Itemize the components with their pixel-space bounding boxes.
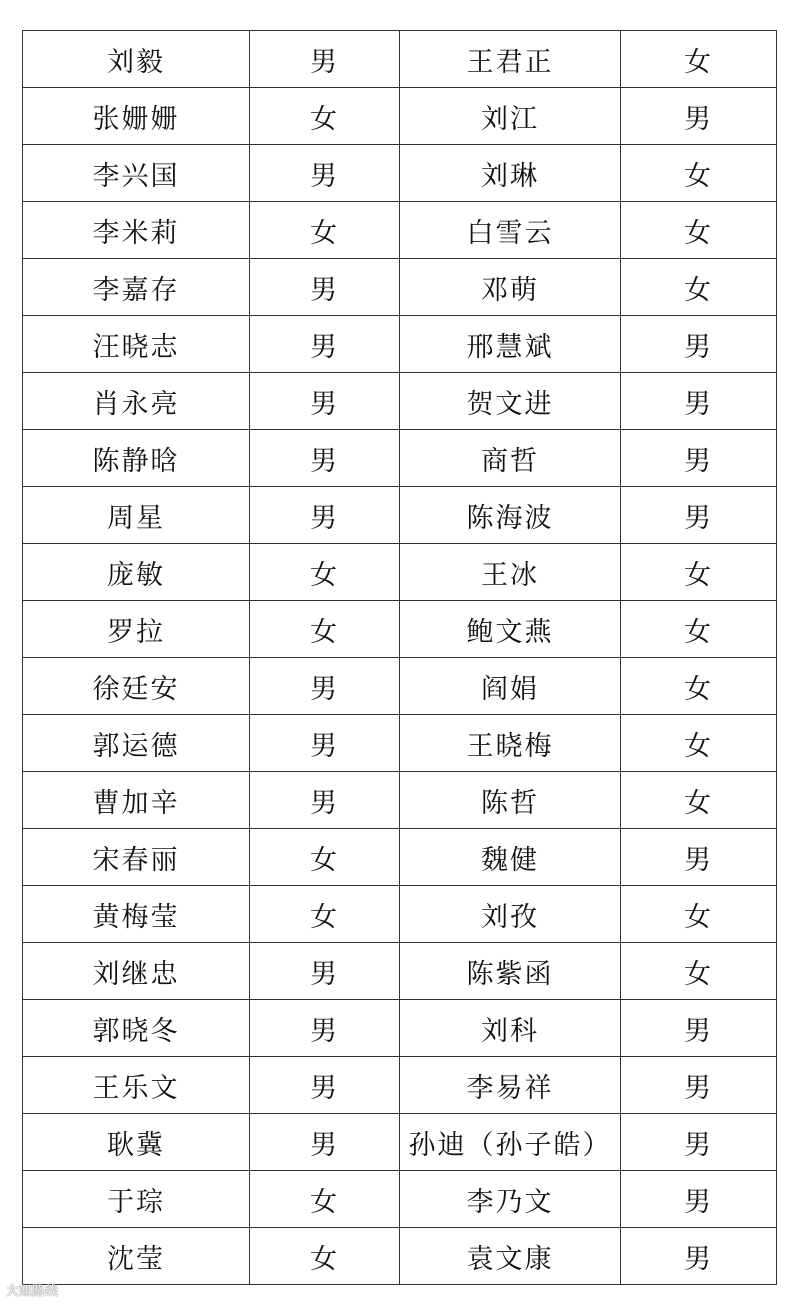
name-cell-right: 阎娟: [400, 658, 621, 715]
gender-cell-right: 男: [621, 373, 777, 430]
gender-cell-left: 男: [250, 1057, 400, 1114]
name-cell-right: 刘江: [400, 88, 621, 145]
table-row: [23, 1057, 777, 1114]
table-row: [23, 88, 777, 145]
name-cell-left: 周星: [23, 487, 250, 544]
gender-cell-right: 男: [621, 316, 777, 373]
name-cell-left: 汪晓志: [23, 316, 250, 373]
gender-cell-right: 男: [621, 1171, 777, 1228]
gender-cell-left: 女: [250, 1228, 400, 1285]
gender-cell-left: 男: [250, 487, 400, 544]
name-cell-right: 刘孜: [400, 886, 621, 943]
gender-cell-right: 女: [621, 601, 777, 658]
table-row: [23, 145, 777, 202]
name-cell-left: 黄梅莹: [23, 886, 250, 943]
gender-cell-left: 男: [250, 715, 400, 772]
name-cell-right: 陈紫函: [400, 943, 621, 1000]
gender-cell-left: 女: [250, 601, 400, 658]
gender-cell-right: 男: [621, 1057, 777, 1114]
gender-cell-left: 女: [250, 88, 400, 145]
name-cell-left: 王乐文: [23, 1057, 250, 1114]
name-cell-right: 李易祥: [400, 1057, 621, 1114]
name-cell-right: 白雪云: [400, 202, 621, 259]
name-cell-left: 郭晓冬: [23, 1000, 250, 1057]
gender-cell-left: 男: [250, 772, 400, 829]
table-row: [23, 829, 777, 886]
name-cell-left: 沈莹: [23, 1228, 250, 1285]
gender-cell-left: 男: [250, 259, 400, 316]
name-cell-left: 李米莉: [23, 202, 250, 259]
table-row: [23, 259, 777, 316]
gender-cell-right: 男: [621, 1000, 777, 1057]
gender-cell-right: 女: [621, 544, 777, 601]
gender-cell-right: 女: [621, 259, 777, 316]
gender-cell-left: 女: [250, 202, 400, 259]
gender-cell-left: 男: [250, 373, 400, 430]
name-cell-right: 李乃文: [400, 1171, 621, 1228]
table-row: [23, 1228, 777, 1285]
gender-cell-right: 女: [621, 202, 777, 259]
table-row: [23, 601, 777, 658]
gender-cell-left: 女: [250, 1171, 400, 1228]
table-body: [23, 31, 777, 1285]
name-cell-left: 罗拉: [23, 601, 250, 658]
name-cell-right: 王君正: [400, 31, 621, 88]
watermark: 大妞路线: [6, 1284, 59, 1299]
gender-cell-right: 男: [621, 487, 777, 544]
name-cell-left: 徐廷安: [23, 658, 250, 715]
name-cell-right: 王晓梅: [400, 715, 621, 772]
table-row: [23, 202, 777, 259]
gender-cell-right: 男: [621, 1228, 777, 1285]
gender-cell-right: 男: [621, 829, 777, 886]
gender-cell-right: 男: [621, 430, 777, 487]
gender-cell-right: 女: [621, 943, 777, 1000]
gender-cell-left: 女: [250, 544, 400, 601]
table-row: [23, 772, 777, 829]
name-cell-right: 孙迪（孙子皓）: [400, 1114, 621, 1171]
name-cell-right: 邓萌: [400, 259, 621, 316]
name-cell-left: 肖永亮: [23, 373, 250, 430]
table-row: [23, 943, 777, 1000]
table-row: [23, 487, 777, 544]
name-cell-left: 张姗姗: [23, 88, 250, 145]
gender-cell-left: 男: [250, 145, 400, 202]
gender-cell-left: 男: [250, 430, 400, 487]
table-row: [23, 715, 777, 772]
name-cell-left: 宋春丽: [23, 829, 250, 886]
name-cell-right: 邢慧斌: [400, 316, 621, 373]
name-cell-right: 袁文康: [400, 1228, 621, 1285]
gender-cell-left: 男: [250, 316, 400, 373]
gender-cell-right: 女: [621, 31, 777, 88]
table-row: [23, 1114, 777, 1171]
gender-cell-left: 男: [250, 31, 400, 88]
name-cell-right: 鲍文燕: [400, 601, 621, 658]
name-cell-left: 于琮: [23, 1171, 250, 1228]
name-cell-right: 刘琳: [400, 145, 621, 202]
table-row: [23, 1000, 777, 1057]
table-row: [23, 1171, 777, 1228]
name-cell-left: 曹加辛: [23, 772, 250, 829]
table-row: [23, 373, 777, 430]
name-cell-left: 刘继忠: [23, 943, 250, 1000]
table-row: [23, 31, 777, 88]
gender-cell-right: 男: [621, 1114, 777, 1171]
name-cell-right: 魏健: [400, 829, 621, 886]
gender-cell-left: 男: [250, 943, 400, 1000]
name-cell-right: 贺文进: [400, 373, 621, 430]
table-row: [23, 430, 777, 487]
name-cell-right: 刘科: [400, 1000, 621, 1057]
name-cell-right: 陈哲: [400, 772, 621, 829]
table-row: [23, 544, 777, 601]
table-row: [23, 658, 777, 715]
name-cell-left: 李嘉存: [23, 259, 250, 316]
gender-cell-left: 女: [250, 829, 400, 886]
name-cell-left: 郭运德: [23, 715, 250, 772]
gender-cell-right: 女: [621, 886, 777, 943]
gender-cell-left: 男: [250, 1000, 400, 1057]
name-cell-left: 庞敏: [23, 544, 250, 601]
gender-cell-right: 女: [621, 715, 777, 772]
gender-cell-left: 女: [250, 886, 400, 943]
table-row: [23, 316, 777, 373]
gender-cell-left: 男: [250, 1114, 400, 1171]
name-gender-table: [22, 30, 777, 1285]
gender-cell-right: 女: [621, 658, 777, 715]
name-cell-right: 陈海波: [400, 487, 621, 544]
name-cell-right: 商哲: [400, 430, 621, 487]
gender-cell-right: 女: [621, 145, 777, 202]
gender-cell-right: 女: [621, 772, 777, 829]
name-cell-left: 陈静晗: [23, 430, 250, 487]
name-cell-left: 耿冀: [23, 1114, 250, 1171]
name-cell-right: 王冰: [400, 544, 621, 601]
table-row: [23, 886, 777, 943]
gender-cell-right: 男: [621, 88, 777, 145]
name-cell-left: 李兴国: [23, 145, 250, 202]
gender-cell-left: 男: [250, 658, 400, 715]
name-cell-left: 刘毅: [23, 31, 250, 88]
